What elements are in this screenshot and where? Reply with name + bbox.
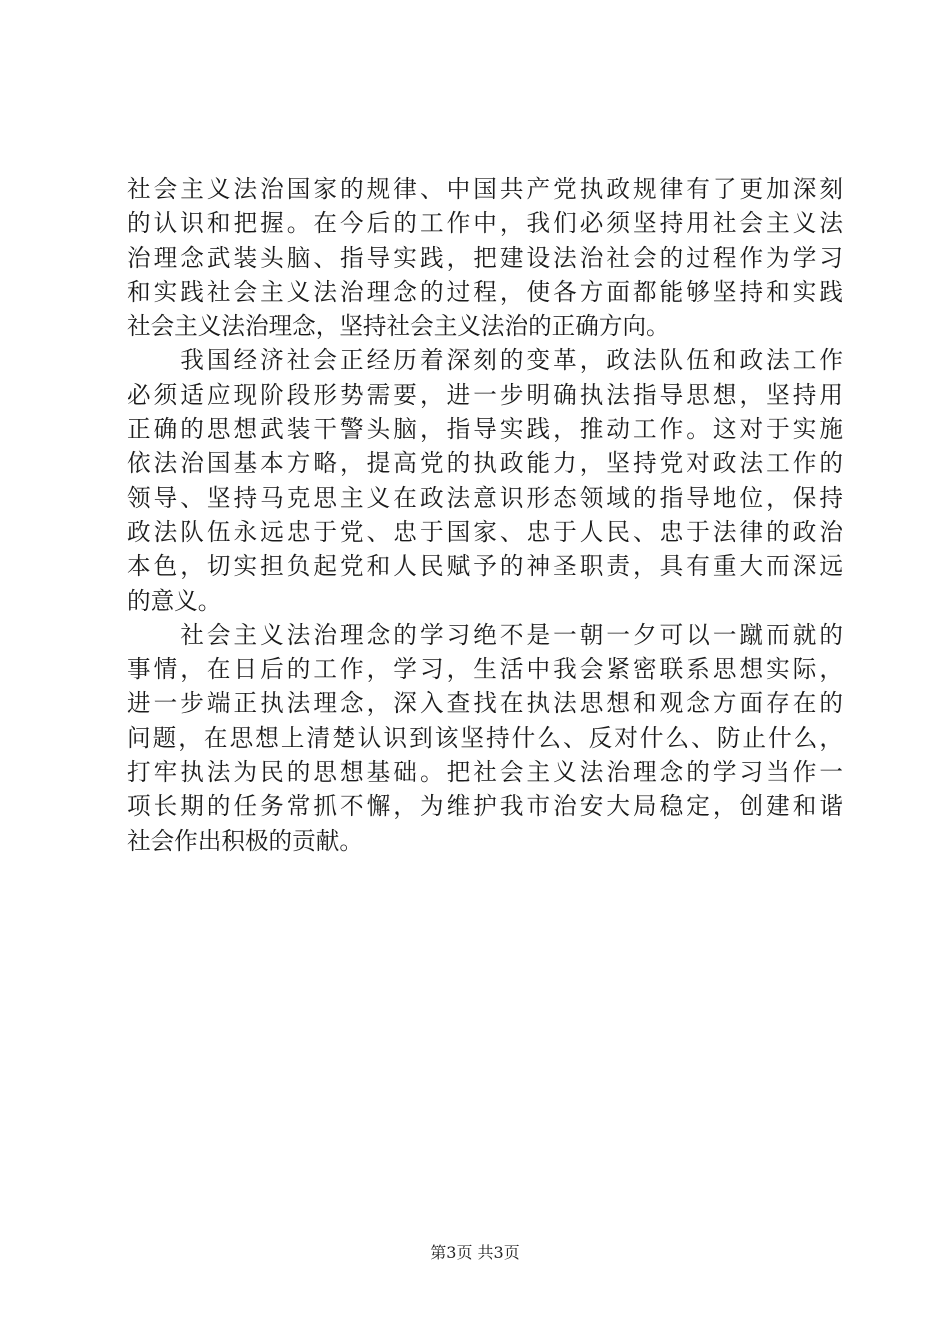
text-line: 社会作出积极的贡献。 [127, 826, 363, 855]
text-line: 打牢执法为民的思想基础。把社会主义法治理念的学习当作一 [127, 758, 843, 787]
text-line: 社会主义法治理念的学习绝不是一朝一夕可以一蹴而就的 [127, 620, 843, 649]
text-line: 政法队伍永远忠于党、忠于国家、忠于人民、忠于法律的政治 [127, 517, 843, 546]
text-line: 治理念武装头脑、指导实践，把建设法治社会的过程作为学习 [127, 243, 843, 272]
text-line: 和实践社会主义法治理念的过程，使各方面都能够坚持和实践 [127, 277, 843, 306]
page-number-footer: 第3页 共3页 [430, 1243, 520, 1262]
text-line: 的意义。 [127, 586, 222, 615]
text-line: 依法治国基本方略，提高党的执政能力，坚持党对政法工作的 [127, 449, 843, 478]
text-line: 必须适应现阶段形势需要，进一步明确执法指导思想，坚持用 [127, 380, 843, 409]
text-line: 我国经济社会正经历着深刻的变革，政法队伍和政法工作 [127, 346, 843, 375]
text-line: 社会主义法治理念，坚持社会主义法治的正确方向。 [127, 312, 670, 341]
text-line: 问题，在思想上清楚认识到该坚持什么、反对什么、防止什么， [127, 723, 843, 752]
text-line: 领导、坚持马克思主义在政法意识形态领域的指导地位，保持 [127, 483, 843, 512]
text-line: 进一步端正执法理念，深入查找在执法思想和观念方面存在的 [127, 689, 843, 718]
text-line: 正确的思想武装干警头脑，指导实践，推动工作。这对于实施 [127, 415, 843, 444]
text-line: 本色，切实担负起党和人民赋予的神圣职责，具有重大而深远 [127, 552, 843, 581]
text-line: 项长期的任务常抓不懈，为维护我市治安大局稳定，创建和谐 [127, 792, 843, 821]
text-line: 事情，在日后的工作，学习，生活中我会紧密联系思想实际， [127, 655, 843, 684]
text-line: 的认识和把握。在今后的工作中，我们必须坚持用社会主义法 [127, 209, 843, 238]
document-body [127, 172, 843, 858]
text-line: 社会主义法治国家的规律、中国共产党执政规律有了更加深刻 [127, 175, 843, 203]
